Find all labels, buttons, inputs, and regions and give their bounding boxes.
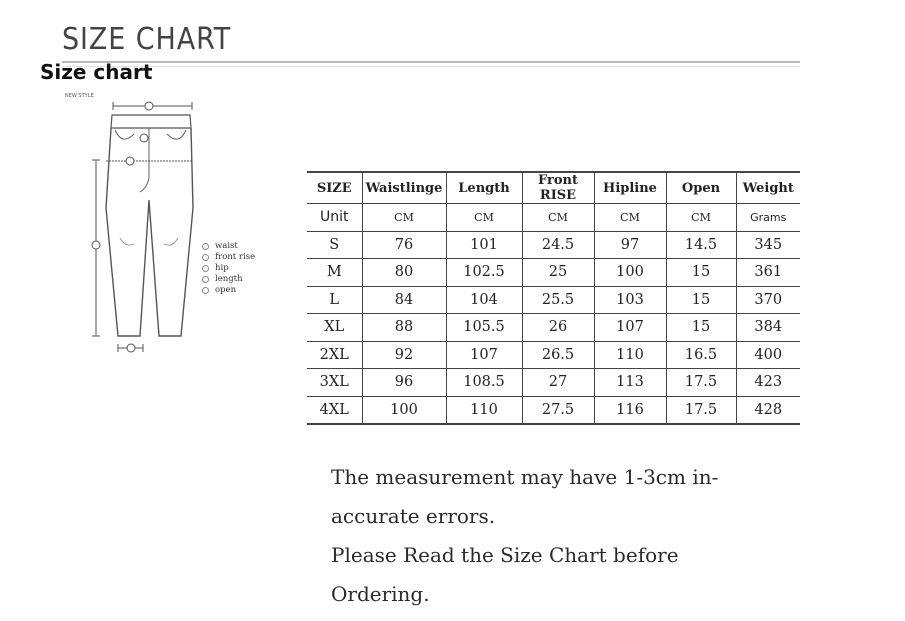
table-cell: 104	[446, 286, 522, 314]
table-cell: 2XL	[307, 341, 362, 369]
legend-item-hip: hip	[202, 263, 255, 274]
note-line: Please Read the Size Chart before	[331, 543, 679, 567]
table-cell: 15	[666, 286, 736, 314]
circle-icon	[202, 243, 209, 250]
table-cell: 16.5	[666, 341, 736, 369]
table-cell: 27	[522, 369, 594, 397]
circle-icon	[202, 276, 209, 283]
table-cell: 24.5	[522, 231, 594, 259]
table-cell: Weight	[736, 172, 800, 204]
table-row	[307, 396, 800, 424]
table-cell: 4XL	[307, 396, 362, 424]
legend-item-open: open	[202, 285, 255, 296]
pants-diagram	[60, 88, 300, 358]
diagram-legend	[202, 241, 255, 296]
table-cell: 345	[736, 231, 800, 259]
note-line: The measurement may have 1-3cm in-	[331, 465, 719, 489]
table-cell: 76	[362, 231, 446, 259]
table-cell: SIZE	[307, 172, 362, 204]
table-cell: 100	[594, 259, 666, 287]
size-chart-label: Size chart	[40, 60, 153, 84]
table-cell: 110	[594, 341, 666, 369]
table-cell: CM	[594, 204, 666, 232]
size-table	[307, 171, 800, 425]
table-cell: CM	[446, 204, 522, 232]
table-cell: 102.5	[446, 259, 522, 287]
table-cell: 110	[446, 396, 522, 424]
table-cell: 108.5	[446, 369, 522, 397]
table-cell: 26	[522, 314, 594, 342]
table-cell: 97	[594, 231, 666, 259]
table-row	[307, 314, 800, 342]
table-cell: XL	[307, 314, 362, 342]
table-cell: Length	[446, 172, 522, 204]
pants-illustration	[60, 88, 300, 358]
table-cell: 3XL	[307, 369, 362, 397]
circle-icon	[202, 287, 209, 294]
table-cell: CM	[666, 204, 736, 232]
circle-icon	[202, 254, 209, 261]
table-cell: 100	[362, 396, 446, 424]
table-cell: 116	[594, 396, 666, 424]
table-cell: 17.5	[666, 396, 736, 424]
table-cell: 428	[736, 396, 800, 424]
circle-icon	[202, 265, 209, 272]
table-row	[307, 259, 800, 287]
table-cell: Grams	[736, 204, 800, 232]
table-cell: 80	[362, 259, 446, 287]
table-cell: 96	[362, 369, 446, 397]
table-cell: 92	[362, 341, 446, 369]
header-divider-secondary	[62, 66, 800, 67]
table-cell: 105.5	[446, 314, 522, 342]
style-tag: NEW STYLE	[65, 93, 94, 99]
table-unit-row	[307, 204, 800, 232]
table-cell: 15	[666, 259, 736, 287]
table-cell: 107	[594, 314, 666, 342]
table-cell: CM	[362, 204, 446, 232]
note-line: accurate errors.	[331, 504, 496, 528]
table-cell: Unit	[307, 204, 362, 232]
table-cell: 25	[522, 259, 594, 287]
legend-item-front-rise: front rise	[202, 252, 255, 263]
table-cell: 101	[446, 231, 522, 259]
table-row	[307, 231, 800, 259]
table-cell: 25.5	[522, 286, 594, 314]
table-cell: 384	[736, 314, 800, 342]
table-cell: 84	[362, 286, 446, 314]
note-line: Ordering.	[331, 582, 430, 606]
table-cell: 107	[446, 341, 522, 369]
table-cell: CM	[522, 204, 594, 232]
table-cell: 88	[362, 314, 446, 342]
table-cell: Open	[666, 172, 736, 204]
header-divider	[62, 61, 800, 63]
table-row	[307, 369, 800, 397]
table-cell: Front RISE	[522, 172, 594, 204]
table-cell: 103	[594, 286, 666, 314]
table-cell: Waistlinge	[362, 172, 446, 204]
page-title: SIZE CHART	[62, 22, 232, 57]
table-cell: 15	[666, 314, 736, 342]
table-header-row	[307, 172, 800, 204]
legend-item-length: length	[202, 274, 255, 285]
table-cell: 14.5	[666, 231, 736, 259]
table-cell: 423	[736, 369, 800, 397]
table-cell: Hipline	[594, 172, 666, 204]
table-cell: 17.5	[666, 369, 736, 397]
table-cell: 27.5	[522, 396, 594, 424]
table-row	[307, 341, 800, 369]
table-cell: 26.5	[522, 341, 594, 369]
table-cell: M	[307, 259, 362, 287]
table-cell: S	[307, 231, 362, 259]
table-cell: 400	[736, 341, 800, 369]
table-row	[307, 286, 800, 314]
measurement-notes	[331, 458, 718, 614]
table-cell: 113	[594, 369, 666, 397]
legend-item-waist: waist	[202, 241, 255, 252]
table-cell: L	[307, 286, 362, 314]
table-cell: 361	[736, 259, 800, 287]
table-cell: 370	[736, 286, 800, 314]
